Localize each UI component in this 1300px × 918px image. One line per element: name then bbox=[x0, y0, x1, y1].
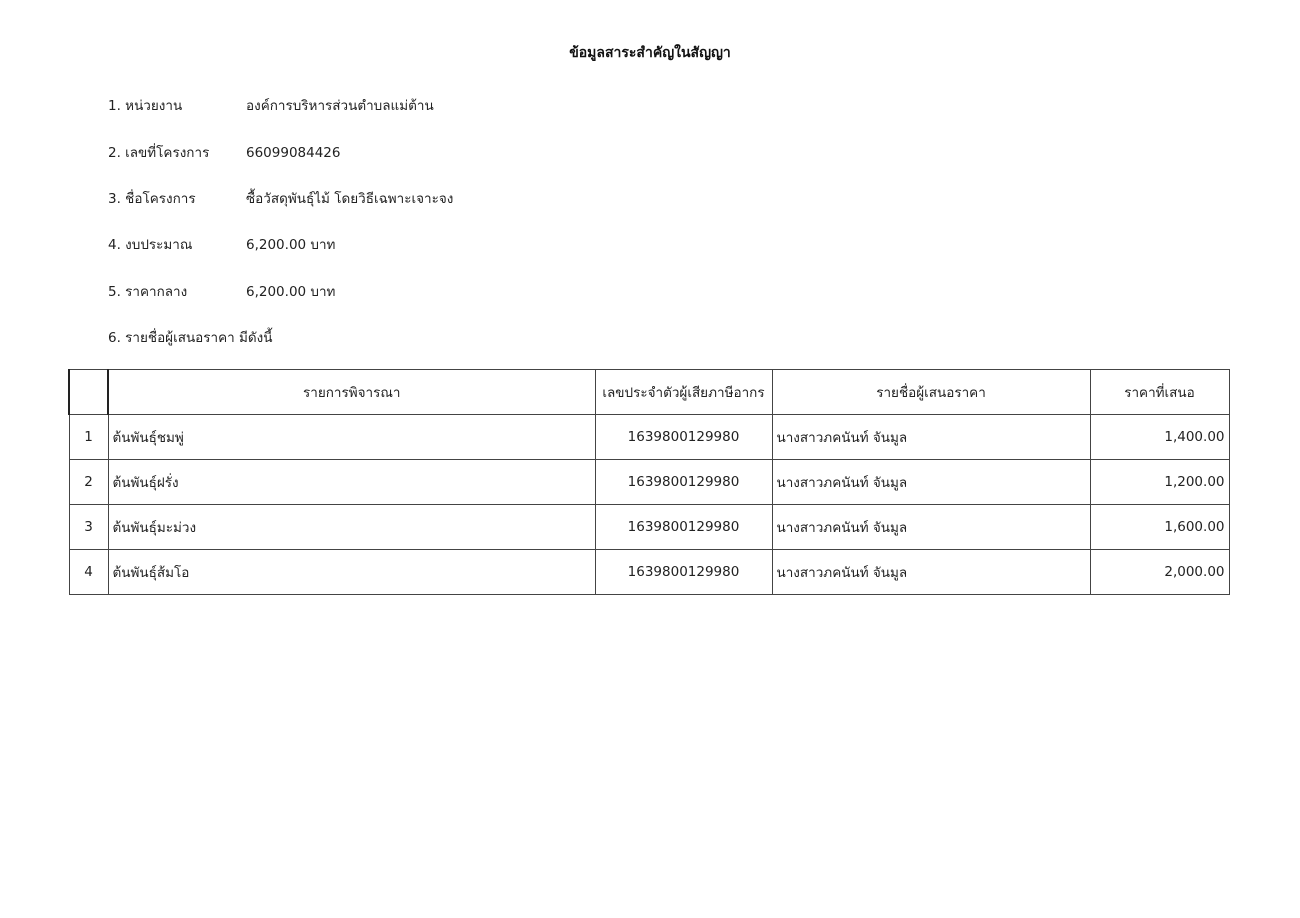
row-item: ต้นพันธุ์ส้มโอ bbox=[108, 550, 595, 595]
row-bidder: นางสาวภคนันท์ จันมูล bbox=[772, 460, 1090, 505]
row-number: 1 bbox=[69, 415, 108, 460]
row-price: 1,200.00 bbox=[1090, 460, 1229, 505]
info-value-median-price: 6,200.00 บาท bbox=[246, 284, 336, 300]
bidders-table bbox=[68, 369, 1230, 595]
header-bidder: รายชื่อผู้เสนอราคา bbox=[772, 370, 1090, 415]
table-row bbox=[69, 415, 1229, 460]
header-tax-id: เลขประจำตัวผู้เสียภาษีอากร bbox=[595, 370, 772, 415]
row-bidder: นางสาวภคนันท์ จันมูล bbox=[772, 415, 1090, 460]
info-value-budget: 6,200.00 บาท bbox=[246, 237, 336, 253]
info-value-project-number: 66099084426 bbox=[246, 145, 341, 161]
row-bidder: นางสาวภคนันท์ จันมูล bbox=[772, 505, 1090, 550]
table-row bbox=[69, 460, 1229, 505]
table-row bbox=[69, 505, 1229, 550]
document-title: ข้อมูลสาระสำคัญในสัญญา bbox=[569, 45, 731, 61]
row-item: ต้นพันธุ์ฝรั่ง bbox=[108, 460, 595, 505]
info-label-agency: 1. หน่วยงาน bbox=[108, 98, 183, 114]
info-row-agency bbox=[108, 96, 434, 116]
info-row-median-price bbox=[108, 282, 335, 302]
row-number: 3 bbox=[69, 505, 108, 550]
info-label-project-number: 2. เลขที่โครงการ bbox=[108, 145, 210, 161]
row-number: 2 bbox=[69, 460, 108, 505]
info-label-median-price: 5. ราคากลาง bbox=[108, 284, 188, 300]
row-price: 1,600.00 bbox=[1090, 505, 1229, 550]
row-tax-id: 1639800129980 bbox=[595, 415, 772, 460]
row-item: ต้นพันธุ์มะม่วง bbox=[108, 505, 595, 550]
row-tax-id: 1639800129980 bbox=[595, 505, 772, 550]
row-item: ต้นพันธุ์ชมพู่ bbox=[108, 415, 595, 460]
info-row-project-name bbox=[108, 189, 453, 209]
header-item: รายการพิจารณา bbox=[108, 370, 595, 415]
table-header-row bbox=[69, 370, 1229, 415]
bidders-heading: 6. รายชื่อผู้เสนอราคา มีดังนี้ bbox=[108, 330, 273, 346]
info-label-budget: 4. งบประมาณ bbox=[108, 237, 193, 253]
header-number bbox=[69, 370, 108, 415]
row-bidder: นางสาวภคนันท์ จันมูล bbox=[772, 550, 1090, 595]
info-value-project-name: ซื้อวัสดุพันธุ์ไม้ โดยวิธีเฉพาะเจาะจง bbox=[246, 191, 454, 207]
row-tax-id: 1639800129980 bbox=[595, 460, 772, 505]
info-row-project-number bbox=[108, 143, 340, 163]
row-price: 1,400.00 bbox=[1090, 415, 1229, 460]
row-number: 4 bbox=[69, 550, 108, 595]
table-row bbox=[69, 550, 1229, 595]
info-value-agency: องค์การบริหารส่วนตำบลแม่ต้าน bbox=[246, 98, 434, 114]
info-row-budget bbox=[108, 235, 335, 255]
header-price: ราคาที่เสนอ bbox=[1090, 370, 1229, 415]
row-price: 2,000.00 bbox=[1090, 550, 1229, 595]
row-tax-id: 1639800129980 bbox=[595, 550, 772, 595]
info-label-project-name: 3. ชื่อโครงการ bbox=[108, 191, 196, 207]
